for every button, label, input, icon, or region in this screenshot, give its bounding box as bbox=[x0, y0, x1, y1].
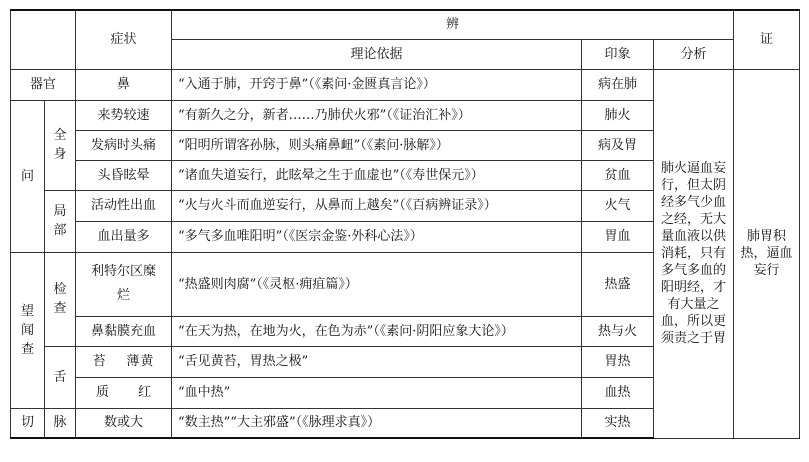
pulse-label: 脉 bbox=[45, 408, 76, 438]
header-symptom: 症状 bbox=[76, 10, 172, 69]
symptom-pulse: 数或大 bbox=[76, 408, 172, 438]
impression-body: 血热 bbox=[582, 377, 654, 408]
symptom-dizzy: 头昏眩晕 bbox=[76, 160, 172, 190]
basis-onset: “有新久之分，新者……乃肺伏火邪”（《证治汇补》） bbox=[172, 100, 582, 130]
impression-pulse: 实热 bbox=[582, 408, 654, 438]
header-blank bbox=[11, 10, 76, 69]
tongue-body-value: 红 bbox=[137, 385, 151, 400]
tongue-coat bbox=[76, 346, 172, 377]
impression-mucosa: 热与火 bbox=[582, 316, 654, 346]
header-impression: 印象 bbox=[582, 39, 654, 69]
header-basis: 理论依据 bbox=[172, 39, 582, 69]
basis-coat: “舌见黄苔，胃热之极” bbox=[172, 346, 582, 377]
section-jubu: 局部 bbox=[45, 190, 76, 252]
impression-dizzy: 贫血 bbox=[582, 160, 654, 190]
section-organ: 器官 bbox=[11, 69, 76, 100]
tongue-coat-label: 苔 bbox=[92, 354, 106, 369]
analysis-text: 肺火逼血妄行，但太阴经多气少血之经，无大量血液以供消耗，只有多气多血的阳明经，才有大量之血，所以更须责之于胃 bbox=[654, 69, 734, 438]
impression-bleed: 火气 bbox=[582, 190, 654, 221]
symptom-onset: 来势较速 bbox=[76, 100, 172, 130]
zheng-text: 肺胃积热，逼血妄行 bbox=[734, 69, 800, 438]
basis-kiss: “热盛则肉腐”（《灵枢·痈疽篇》） bbox=[172, 252, 582, 316]
basis-volume: “多气多血唯阳明”（《医宗金鉴·外科心法》） bbox=[172, 221, 582, 252]
tongue-body-label: 质 bbox=[96, 385, 110, 400]
diagnosis-table-container bbox=[10, 9, 800, 439]
tcm-diagnosis-table bbox=[10, 9, 800, 439]
header-bian: 辨 bbox=[172, 10, 734, 39]
basis-nose: “入通于肺，开窍于鼻”（《素问·金匮真言论》） bbox=[172, 69, 582, 100]
symptom-kiss: 利特尔区糜烂 bbox=[76, 252, 172, 316]
tongue-coat-value: 薄黄 bbox=[126, 354, 155, 369]
basis-mucosa: “在天为热，在地为火，在色为赤”（《素问·阴阳应象大论》） bbox=[172, 316, 582, 346]
impression-nose: 病在肺 bbox=[582, 69, 654, 100]
section-wangwencha: 望闻查 bbox=[11, 252, 45, 408]
section-quanshen: 全身 bbox=[45, 100, 76, 190]
symptom-mucosa: 鼻黏膜充血 bbox=[76, 316, 172, 346]
impression-kiss: 热盛 bbox=[582, 252, 654, 316]
header-zheng: 证 bbox=[734, 10, 800, 69]
basis-bleed: “火与火斗而血逆妄行，从鼻而上越矣”（《百病辨证录》） bbox=[172, 190, 582, 221]
basis-body: “血中热” bbox=[172, 377, 582, 408]
symptom-bleed: 活动性出血 bbox=[76, 190, 172, 221]
impression-pain: 病及胃 bbox=[582, 130, 654, 160]
basis-pain: “阳明所谓客孙脉，则头痛鼻衄”（《素问·脉解》） bbox=[172, 130, 582, 160]
section-she: 舌 bbox=[45, 346, 76, 408]
symptom-volume: 血出量多 bbox=[76, 221, 172, 252]
section-qie: 切 bbox=[11, 408, 45, 438]
basis-pulse: “数主热”“大主邪盛”（《脉理求真》） bbox=[172, 408, 582, 438]
section-jiancha: 检查 bbox=[45, 252, 76, 346]
impression-onset: 肺火 bbox=[582, 100, 654, 130]
impression-volume: 胃血 bbox=[582, 221, 654, 252]
symptom-nose: 鼻 bbox=[76, 69, 172, 100]
tongue-body bbox=[76, 377, 172, 408]
section-wen: 问 bbox=[11, 100, 45, 252]
basis-dizzy: “诸血失道妄行，此眩晕之生于血虚也”（《寿世保元》） bbox=[172, 160, 582, 190]
impression-coat: 胃热 bbox=[582, 346, 654, 377]
symptom-pain: 发病时头痛 bbox=[76, 130, 172, 160]
header-analysis: 分析 bbox=[654, 39, 734, 69]
